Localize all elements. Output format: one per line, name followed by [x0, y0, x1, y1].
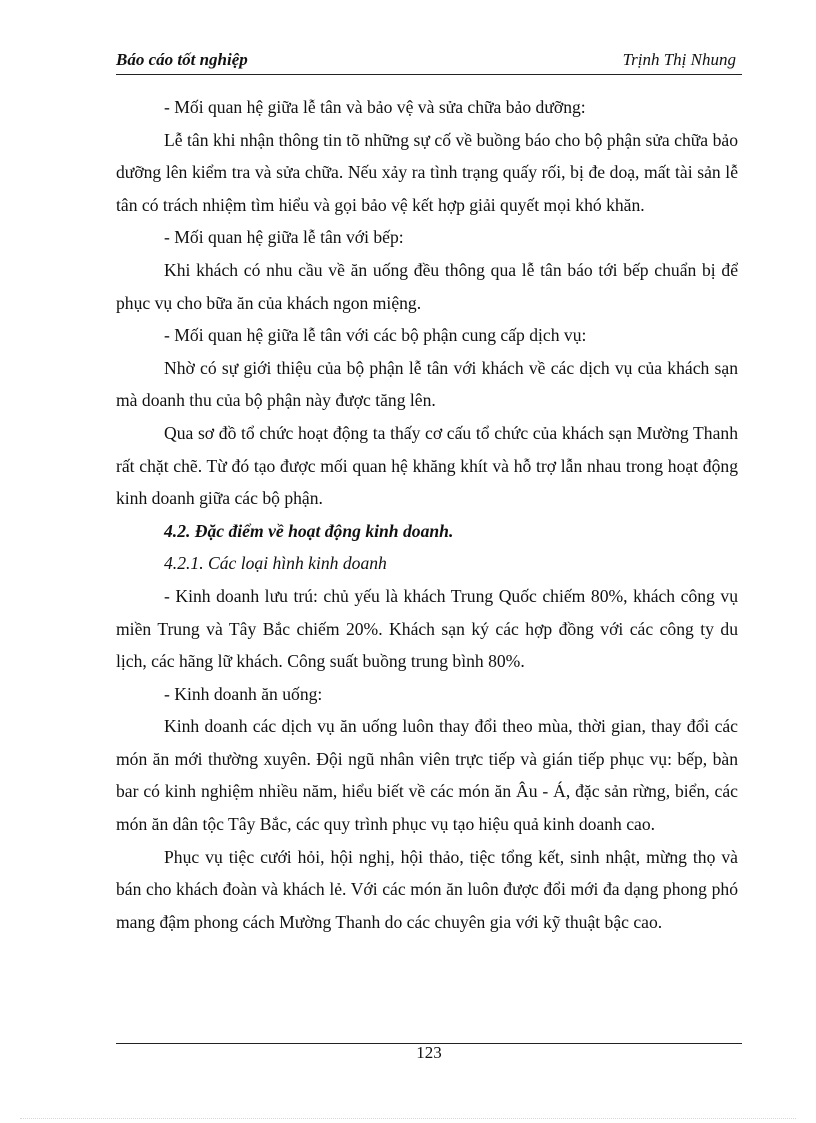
paragraph-services-detail: Nhờ có sự giới thiệu của bộ phận lễ tân với khách về các dịch vụ của khách sạn mà doanh thu của bộ phận này được tăng lên.	[116, 357, 738, 411]
paragraph-maintenance-detail: Lễ tân khi nhận thông tin tõ những sự cố về buồng báo cho bộ phận sửa chữa bảo dưỡng lên kiểm tra và sửa chữa. Nếu xảy ra tình trạng quấy rối, bị đe doạ, mất tài sản lễ tân có trách nhiệm tìm hiểu và gọi bảo vệ kết hợp giải quyết mọi khó khăn.	[116, 129, 738, 215]
document-body	[116, 91, 738, 938]
paragraph-banquet-service: Phục vụ tiệc cưới hỏi, hội nghị, hội thảo, tiệc tổng kết, sinh nhật, mừng thọ và bán cho khách đoàn và khách lẻ. Với các món ăn luôn được đổi mới đa dạng phong phó mang đậm phong cách Mường Thanh do các chuyên gia với kỹ thuật bậc cao.	[116, 846, 738, 932]
page-header	[116, 48, 742, 75]
paragraph-relation-services: - Mối quan hệ giữa lễ tân với các bộ phận cung cấp dịch vụ:	[164, 325, 587, 346]
author-name: Trịnh Thị Nhung	[622, 50, 736, 69]
section-heading-4-2: 4.2. Đặc điểm về hoạt động kinh doanh.	[164, 520, 454, 541]
paragraph-kitchen-detail: Khi khách có nhu cầu về ăn uống đều thông qua lễ tân báo tới bếp chuẩn bị để phục vụ cho bữa ăn của khách ngon miệng.	[116, 259, 738, 313]
paragraph-relation-security: - Mối quan hệ giữa lễ tân và bảo vệ và sửa chữa bảo dưỡng:	[164, 97, 586, 117]
page-number: 123	[416, 1043, 442, 1062]
paragraph-org-structure: Qua sơ đồ tổ chức hoạt động ta thấy cơ cấu tổ chức của khách sạn Mường Thanh rất chặt chẽ. Từ đó tạo được mối quan hệ khăng khít và hỗ trợ lẫn nhau trong hoạt động kinh doanh giữa các bộ phận.	[116, 422, 738, 509]
report-title: Báo cáo tốt nghiệp	[116, 50, 248, 69]
paragraph-food-detail: Kinh doanh các dịch vụ ăn uống luôn thay đổi theo mùa, thời gian, thay đổi các món ăn mới thường xuyên. Đội ngũ nhân viên trực tiếp và gián tiếp phục vụ: bếp, bàn bar có kinh nghiệm nhiều năm, hiểu biết về các món ăn Âu - Á, đặc sản rừng, biển, các món ăn dân tộc Tây Bắc, các quy trình phục vụ tạo hiệu quả kinh doanh cao.	[116, 716, 738, 835]
page-edge-divider	[20, 1118, 796, 1119]
paragraph-lodging-business: - Kinh doanh lưu trú: chủ yếu là khách Trung Quốc chiếm 80%, khách công vụ miền Trung và Tây Bắc chiếm 20%. Khách sạn ký các hợp đồng với các công ty du lịch, các hãng lữ khách. Công suất buồng trung bình 80%.	[116, 585, 738, 672]
subsection-heading-4-2-1: 4.2.1. Các loại hình kinh doanh	[164, 553, 387, 574]
paragraph-relation-kitchen: - Mối quan hệ giữa lễ tân với bếp:	[164, 227, 404, 248]
paragraph-food-business: - Kinh doanh ăn uống:	[164, 683, 323, 704]
